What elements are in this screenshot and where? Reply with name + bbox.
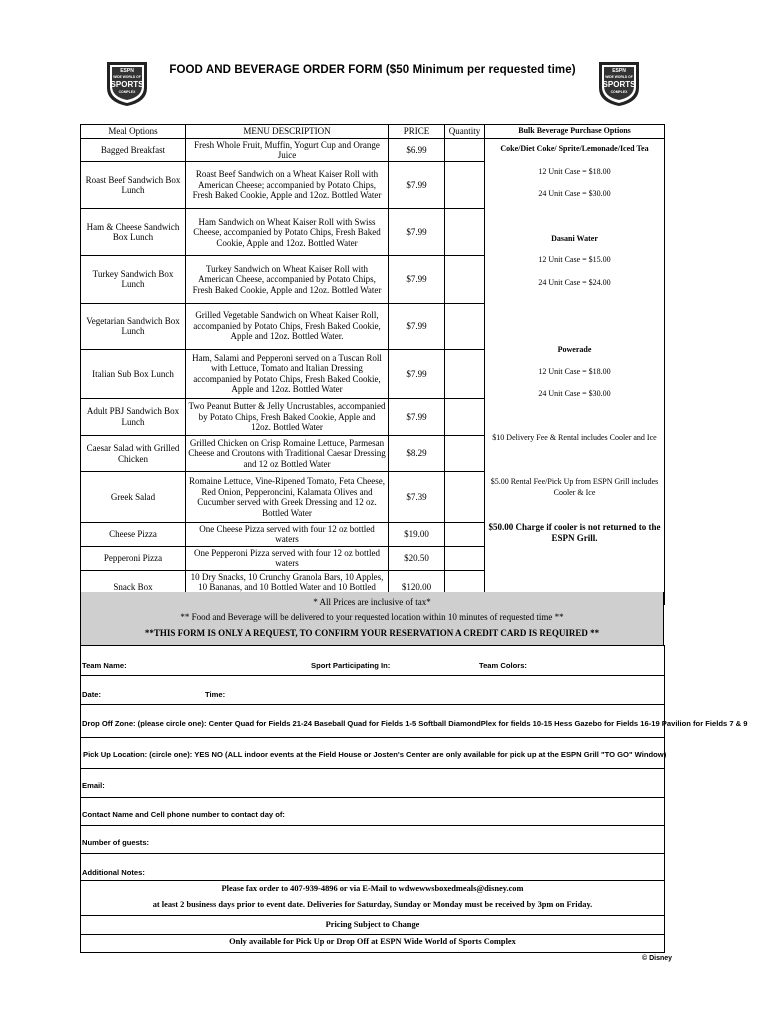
- meal-description: Two Peanut Butter & Jelly Uncrustables, accompanied by Potato Chips, Fresh Baked Cookie, Apple and 12oz. Bottled Water: [186, 398, 389, 435]
- quantity-field[interactable]: [445, 303, 485, 349]
- email-label: Email:: [82, 781, 105, 790]
- footer-divider: [81, 915, 664, 916]
- drop-off-label: Drop Off Zone: (please circle one): Center Quad for Fields 21-24 Baseball Quad for Fields 1-5 Softball DiamondPlex for fields 10-15 Hess Gazebo for Fields 16-19 Pavilion for Fields 7 & 9: [82, 719, 748, 728]
- espn-logo-icon: [104, 58, 150, 108]
- cooler-charge-note: $50.00 Charge if cooler is not returned to the ESPN Grill.: [488, 522, 661, 543]
- meal-description: Grilled Chicken on Crisp Romaine Lettuce, Parmesan Cheese and Croutons with Traditional Caesar Dressing and 12 oz Bottled Water: [186, 435, 389, 472]
- meal-price: $6.99: [389, 139, 445, 162]
- request-note: **THIS FORM IS ONLY A REQUEST, TO CONFIRM YOUR RESERVATION A CREDIT CARD IS REQUIRED **: [144, 628, 600, 638]
- meal-name: Vegetarian Sandwich Box Lunch: [81, 303, 186, 349]
- delivery-fee-note: $10 Delivery Fee & Rental includes Cooler and Ice: [492, 433, 657, 442]
- quantity-field[interactable]: [445, 256, 485, 303]
- svg-text:WIDE WORLD OF: WIDE WORLD OF: [605, 75, 633, 79]
- espn-wide-world-of-sports-logo-right: [596, 58, 642, 108]
- quantity-field[interactable]: [445, 209, 485, 256]
- pricing-note: Pricing Subject to Change: [325, 920, 420, 929]
- meal-price: $7.99: [389, 256, 445, 303]
- team-colors-label: Team Colors:: [479, 661, 527, 670]
- svg-text:COMPLEX: COMPLEX: [118, 90, 136, 94]
- powerade-12-price: 12 Unit Case = $18.00: [538, 367, 611, 376]
- meal-description: One Cheese Pizza served with four 12 oz bottled waters: [186, 522, 389, 546]
- meal-price: $7.99: [389, 349, 445, 398]
- drop-off-row[interactable]: [80, 705, 748, 738]
- meal-name: Turkey Sandwich Box Lunch: [81, 256, 186, 303]
- contact-row[interactable]: [80, 798, 665, 826]
- notes-label: Additional Notes:: [82, 868, 145, 877]
- sport-label: Sport Participating In:: [311, 661, 391, 670]
- date-label: Date:: [82, 690, 101, 699]
- meal-price: $7.99: [389, 303, 445, 349]
- meal-name: Bagged Breakfast: [81, 139, 186, 162]
- quantity-field[interactable]: [445, 349, 485, 398]
- coke-12-price: 12 Unit Case = $18.00: [538, 167, 611, 176]
- svg-text:ESPN: ESPN: [612, 68, 626, 74]
- meal-price: $20.50: [389, 546, 445, 570]
- bulk-beverage-panel: [485, 139, 665, 605]
- guests-row[interactable]: [80, 826, 665, 854]
- svg-text:WIDE WORLD OF: WIDE WORLD OF: [113, 75, 141, 79]
- header-price: PRICE: [389, 125, 445, 139]
- meal-price: $7.99: [389, 398, 445, 435]
- menu-table: [80, 124, 665, 605]
- copyright: © Disney: [642, 955, 673, 962]
- quantity-field[interactable]: [445, 472, 485, 522]
- team-info-row: [80, 645, 665, 676]
- notice-band: [80, 592, 664, 646]
- meal-name: Pepperoni Pizza: [81, 546, 186, 570]
- dasani-heading: Dasani Water: [551, 234, 598, 243]
- coke-heading: Coke/Diet Coke/ Sprite/Lemonade/Iced Tea: [500, 144, 649, 153]
- meal-description: Romaine Lettuce, Vine-Ripened Tomato, Feta Cheese, Red Onion, Pepperoncini, Kalamata Olives and Cucumber served with Greek Dressing and 12 oz. Bottled Water: [186, 472, 389, 522]
- meal-name: Snack Box: [81, 570, 186, 604]
- date-time-row: [80, 676, 665, 705]
- meal-price: $8.29: [389, 435, 445, 472]
- meal-price: $7.99: [389, 209, 445, 256]
- notes-row[interactable]: [80, 854, 665, 881]
- meal-price: $120.00: [389, 570, 445, 604]
- meal-description: Ham Sandwich on Wheat Kaiser Roll with Swiss Cheese, accompanied by Potato Chips, Fresh Baked Cookie, Apple and 12oz. Bottled Water: [186, 209, 389, 256]
- svg-text:ESPN: ESPN: [120, 68, 134, 74]
- meal-description: One Pepperoni Pizza served with four 12 oz bottled waters: [186, 546, 389, 570]
- availability-note: Only available for Pick Up or Drop Off at ESPN Wide World of Sports Complex: [229, 937, 516, 946]
- meal-price: $7.99: [389, 162, 445, 209]
- rental-fee-note: $5.00 Rental Fee/Pick Up from ESPN Grill includes Cooler & Ice: [490, 477, 659, 497]
- meal-price: $7.39: [389, 472, 445, 522]
- header-menu-description: MENU DESCRIPTION: [186, 125, 389, 139]
- team-name-label: Team Name:: [82, 661, 127, 670]
- header-quantity: Quantity: [445, 125, 485, 139]
- dasani-12-price: 12 Unit Case = $15.00: [538, 255, 611, 264]
- meal-name: Italian Sub Box Lunch: [81, 349, 186, 398]
- meal-name: Caesar Salad with Grilled Chicken: [81, 435, 186, 472]
- powerade-heading: Powerade: [557, 345, 592, 354]
- email-row[interactable]: [80, 769, 665, 798]
- meal-price: $19.00: [389, 522, 445, 546]
- lead-time-instruction: at least 2 business days prior to event date. Deliveries for Saturday, Sunday or Monday must be received by 3pm on Friday.: [152, 900, 593, 909]
- guests-label: Number of guests:: [82, 838, 150, 847]
- quantity-field[interactable]: [445, 435, 485, 472]
- meal-description: Ham, Salami and Pepperoni served on a Tuscan Roll with Lettuce, Tomato and Italian Dressing accompanied by Potato Chips, Fresh Baked Cookie, Apple and 12oz. Bottled Water: [186, 349, 389, 398]
- espn-wide-world-of-sports-logo-left: [104, 58, 150, 108]
- menu-row: [81, 139, 665, 162]
- meal-name: Ham & Cheese Sandwich Box Lunch: [81, 209, 186, 256]
- meal-description: Fresh Whole Fruit, Muffin, Yogurt Cup and Orange Juice: [186, 139, 389, 162]
- pick-up-label: Pick Up Location: (circle one): YES NO (ALL indoor events at the Field House or Josten's Center are only available for pick up at the ESPN Grill "TO GO" Window): [83, 750, 667, 759]
- meal-name: Adult PBJ Sandwich Box Lunch: [81, 398, 186, 435]
- coke-24-price: 24 Unit Case = $30.00: [538, 189, 611, 198]
- quantity-field[interactable]: [445, 522, 485, 546]
- time-label: Time:: [205, 690, 226, 699]
- quantity-field[interactable]: [445, 546, 485, 570]
- svg-text:COMPLEX: COMPLEX: [610, 90, 628, 94]
- footer-divider: [81, 934, 664, 935]
- tax-note: * All Prices are inclusive of tax*: [313, 597, 431, 607]
- contact-label: Contact Name and Cell phone number to contact day of:: [82, 810, 285, 819]
- meal-description: Grilled Vegetable Sandwich on Wheat Kaiser Roll, accompanied by Potato Chips, Fresh Baked Cookie, Apple and 12oz. Bottled Water.: [186, 303, 389, 349]
- meal-description: Turkey Sandwich on Wheat Kaiser Roll with American Cheese, accompanied by Potato Chips, Fresh Baked Cookie, Apple and 12oz. Bottled Water: [186, 256, 389, 303]
- delivery-note: ** Food and Beverage will be delivered to your requested location within 10 minutes of requested time **: [180, 612, 564, 622]
- pick-up-row[interactable]: [80, 738, 665, 769]
- powerade-24-price: 24 Unit Case = $30.00: [538, 389, 611, 398]
- quantity-field[interactable]: [445, 398, 485, 435]
- meal-name: Roast Beef Sandwich Box Lunch: [81, 162, 186, 209]
- dasani-24-price: 24 Unit Case = $24.00: [538, 278, 611, 287]
- meal-description: Roast Beef Sandwich on a Wheat Kaiser Roll with American Cheese; accompanied by Potato Chips, Fresh Baked Cookie, Apple and 12oz. Bottled Water: [186, 162, 389, 209]
- header-meal-options: Meal Options: [81, 125, 186, 139]
- espn-logo-icon: [596, 58, 642, 108]
- svg-text:SPORTS: SPORTS: [110, 80, 144, 89]
- meal-description: 10 Dry Snacks, 10 Crunchy Granola Bars, 10 Apples, 10 Bananas, and 10 Bottled Water and 10 Bottled: [186, 570, 389, 604]
- quantity-field[interactable]: [445, 162, 485, 209]
- meal-name: Cheese Pizza: [81, 522, 186, 546]
- header-bulk-beverage: Bulk Beverage Purchase Options: [485, 125, 665, 139]
- quantity-field[interactable]: [445, 139, 485, 162]
- meal-name: Greek Salad: [81, 472, 186, 522]
- menu-header-row: [81, 125, 665, 139]
- svg-text:SPORTS: SPORTS: [602, 80, 636, 89]
- form-title: FOOD AND BEVERAGE ORDER FORM ($50 Minimum per requested time): [169, 64, 576, 76]
- fax-instruction: Please fax order to 407-939-4896 or via E-Mail to wdwewwsboxedmeals@disney.com: [221, 884, 524, 893]
- footer-instructions: [80, 880, 665, 953]
